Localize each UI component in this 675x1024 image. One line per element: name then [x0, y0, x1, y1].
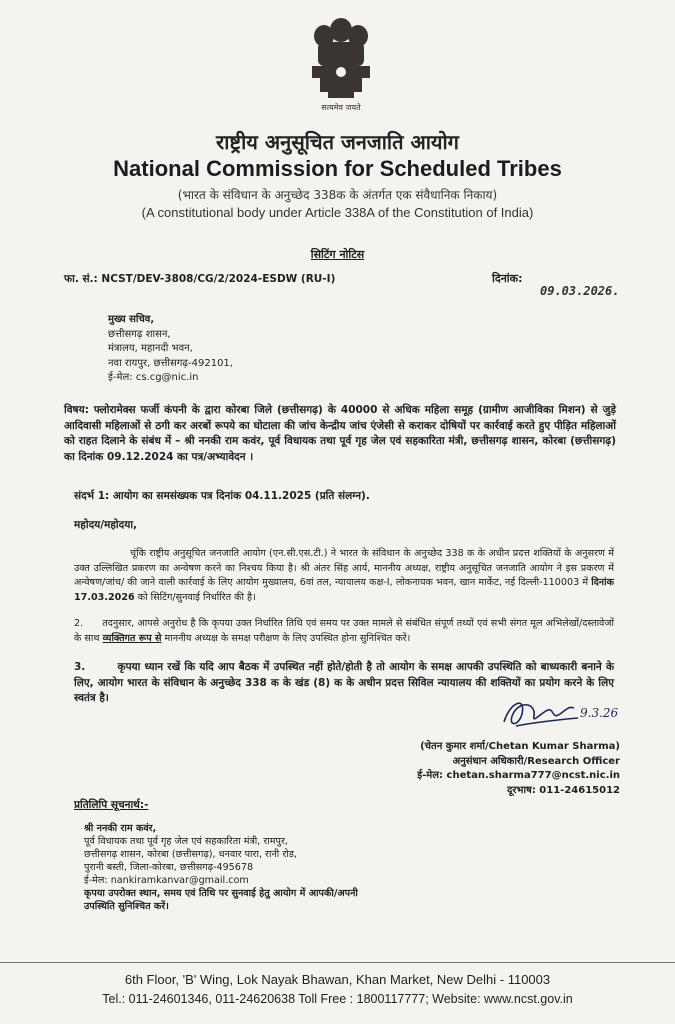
commission-title-english: National Commission for Scheduled Tribes: [113, 156, 562, 181]
addressee-block: [108, 313, 233, 386]
paragraph-2-end: माननीय अध्यक्ष के समक्ष परीक्षण के लिए उपस्थित होना सुनिश्चित करें।: [164, 632, 411, 644]
signatory-name: (चेतन कुमार शर्मा/Chetan Kumar Sharma): [420, 741, 620, 752]
paragraph-2-number: 2.: [74, 618, 84, 629]
emblem-motto: सत्यमेव जयते: [321, 103, 361, 112]
copy-recipient-line: ई-मेल: nankiramkanvar@gmail.com: [84, 875, 249, 886]
in-person-emphasis: व्यक्तिगत रूप से: [102, 632, 162, 644]
paragraph-1: [74, 547, 614, 605]
footer-divider: [0, 962, 675, 963]
addressee-line: ई-मेल: cs.cg@nic.in: [108, 372, 199, 383]
file-number-value: NCST/DEV-3808/CG/2/2024-ESDW (RU-I): [101, 273, 336, 285]
file-number-label: फा. सं.:: [64, 273, 98, 285]
paragraph-3-number: 3.: [74, 661, 86, 673]
copy-note: कृपया उपरोक्त स्थान, समय एवं तिथि पर सुनवाई हेतु आयोग में आपकी/अपनी उपस्थिति सुनिश्चित करें।: [84, 888, 358, 912]
subject: विषय: फ्लोरामेक्स फर्जी कंपनी के द्वारा कोरबा जिले (छत्तीसगढ़) के 40000 से अधिक महिला समूह (ग्रामीण आजीविका मिशन) से जुड़े आदिवासी महिलाओं से ठगी कर अरबों रूपये का घोटाला की जांच केन्द्रीय जांच एंजेसी से कराकर दोषियों पर कार्रवाई करते हुए पीड़ित महिलाओं को राहत दिलाने के संबंध में – श्री ननकी राम कवंर, पूर्व विधायक तथा पूर्व गृह जेल एवं सहकारिता मंत्री, छत्तीसगढ़ शासन, कोरबा (छत्तीसगढ़) का दिनांक 09.12.2024 का पत्र/अभ्यावेदन ।: [64, 404, 616, 463]
commission-subtitle-hindi: (भारत के संविधान के अनुच्छेद 338क के अंतर्गत एक संवैधानिक निकाय): [177, 188, 498, 202]
signatory-phone: दूरभाष: 011-24615012: [507, 784, 620, 796]
signatory-designation: अनुसंधान अधिकारी/Research Officer: [452, 755, 620, 767]
notice-title: सिटिंग नोटिस: [310, 248, 365, 261]
reference-line: संदर्भ 1: आयोग का समसंख्यक पत्र दिनांक 04.11.2025 (प्रति संलग्न).: [74, 490, 370, 502]
signature: [496, 692, 626, 732]
footer-contact: Tel.: 011-24601346, 011-24620638 Toll Free : 1800117777; Website: www.ncst.gov.in: [102, 992, 573, 1006]
addressee-line: मंत्रालय, महानदी भवन,: [108, 343, 193, 354]
date-value: 09.03.2026.: [540, 284, 620, 298]
paragraph-3-text: कृपया ध्यान रखें कि यदि आप बैठक में उपस्थित नहीं होते/होती है तो आयोग के समक्ष आपकी उपस्थिति को बाध्यकारी बनाने के लिए, आयोग भारत के संविधान के अनुच्छेद 338 क के खंड (8) क के अधीन प्रदत्त सिविल न्यायालय की शक्तियों का प्रयोग करने के लिए स्वतंत्र है।: [74, 661, 615, 704]
addressee-line: नवा रायपुर, छत्तीसगढ़-492101,: [108, 357, 233, 369]
signatory-block: [380, 740, 620, 798]
copy-recipient-line: छत्तीसगढ़ शासन, कोरबा (छत्तीसगढ़), धनवार पारा, रानी रोड,: [84, 849, 297, 860]
copy-recipient-name: श्री ननकी राम कवंर,: [84, 823, 157, 834]
salutation: महोदय/महोदया,: [74, 519, 138, 531]
signature-date: 9.3.26: [580, 706, 619, 720]
addressee-line: मुख्य सचिव,: [108, 314, 155, 325]
file-number: [64, 272, 335, 286]
hearing-date: दिनांक 17.03.2026: [74, 577, 614, 603]
copy-recipient-line: पूर्व विधायक तथा पूर्व गृह जेल एवं सहकारिता मंत्री, रामपुर,: [84, 836, 288, 847]
copy-to-block: [84, 822, 384, 913]
signatory-email: ई-मेल: chetan.sharma777@ncst.nic.in: [417, 770, 620, 781]
paragraph-1-text: चूंकि राष्ट्रीय अनुसूचित जनजाति आयोग (एन.सी.एस.टी.) ने भारत के संविधान के अनुच्छेद 338 क के अधीन प्रदत्त शक्तियों के अनुसरण में उक्त उल्लिखित प्रकरण का अन्वेषण करने का निश्चय किया है। श्री अंतर सिंह आर्य, माननीय अध्यक्ष, राष्ट्रीय अनुसूचित जनजाति आयोग ने इस प्रकरण में अन्वेषण/जांच/ की जाने वाली कार्रवाई के लिए आयोग मुख्यालय, 6वां तल, न्यायालय कक्ष-I, लोकनायक भवन, खान मार्केट, नई दिल्ली-110003 में: [74, 548, 614, 588]
addressee-line: छत्तीसगढ़ शासन,: [108, 328, 171, 340]
commission-title-hindi: राष्ट्रीय अनुसूचित जनजाति आयोग: [216, 130, 459, 154]
paragraph-1-end: को सिटिंग/सुनवाई निर्धारित की है।: [137, 591, 256, 603]
paragraph-2-text: तदनुसार, आपसे अनुरोध है कि कृपया उक्त निर्धारित तिथि एवं समय पर उक्त मामले से संबंधित संपूर्ण तथ्यों एवं सभी संगत मूल अभिलेखों/दस्तावेजों के साथ: [74, 618, 614, 644]
paragraph-2: [74, 617, 614, 646]
footer-address: 6th Floor, 'B' Wing, Lok Nayak Bhawan, Khan Market, New Delhi - 110003: [124, 972, 551, 987]
date-label: दिनांक:: [492, 272, 523, 285]
national-emblem-icon: [298, 8, 384, 104]
copy-recipient-line: पुरानी बस्ती, जिला-कोरबा, छत्तीसगढ़-495678: [84, 862, 254, 873]
copy-to-heading: प्रतिलिपि सूचनार्थ:-: [74, 799, 149, 811]
commission-subtitle-english: (A constitutional body under Article 338A of the Constitution of India): [141, 205, 534, 220]
